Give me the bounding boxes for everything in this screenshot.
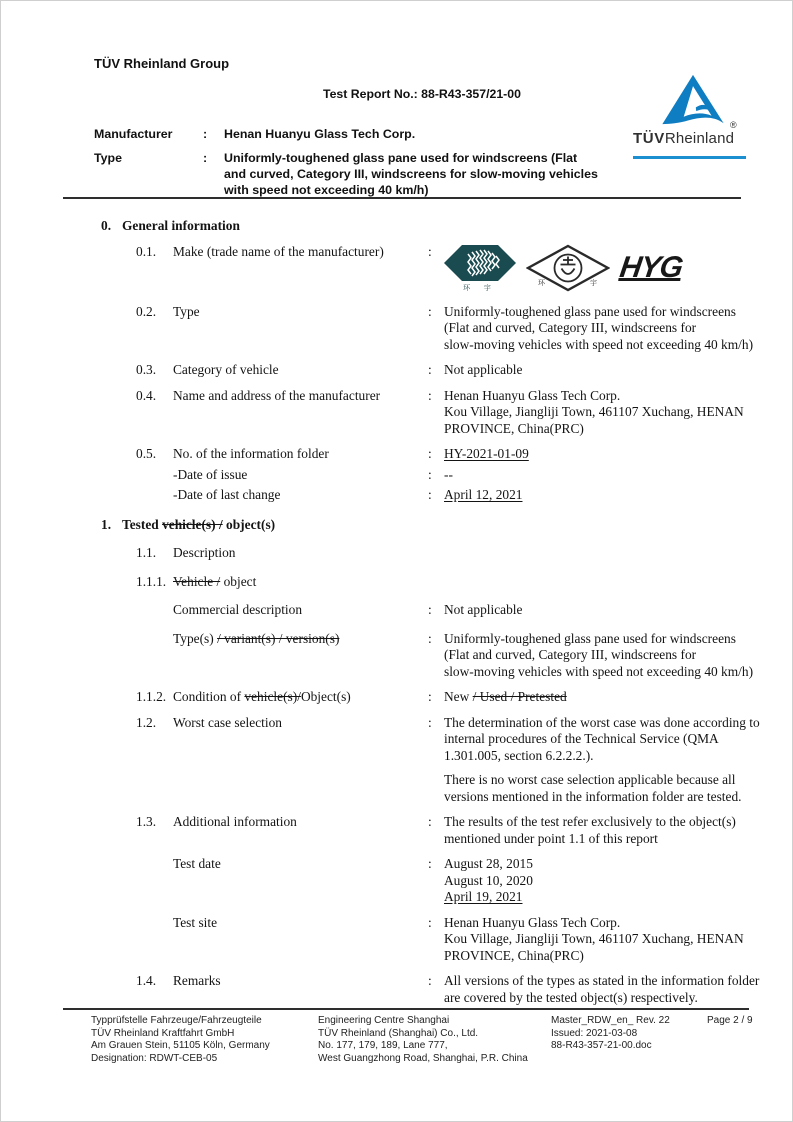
clause-number: 0.4. — [136, 387, 157, 403]
clause-label — [173, 487, 428, 504]
text-segment: vehicle(s)/ — [244, 689, 301, 704]
text-segment: Remarks — [173, 973, 221, 988]
logo-underline — [633, 156, 746, 159]
clause-row — [1, 545, 793, 562]
clause-row — [1, 602, 793, 619]
colon-separator: : — [428, 487, 432, 502]
clause-label — [173, 467, 428, 484]
colon-separator: : — [428, 466, 432, 482]
clause-number — [136, 915, 173, 965]
value-line — [444, 990, 760, 1007]
footer-col-page-number — [707, 1015, 753, 1028]
document-body — [1, 205, 793, 1006]
colon-separator: : — [428, 602, 432, 617]
clause-row — [1, 362, 793, 379]
clause-number: 1.1.2. — [136, 689, 167, 704]
clause-value — [444, 915, 760, 965]
clause-label — [173, 244, 428, 295]
text-segment: / Used / Pretested — [472, 689, 567, 704]
footer-line: TÜV Rheinland Kraftfahrt GmbH — [91, 1027, 235, 1039]
clause-value — [444, 856, 760, 906]
value-line — [444, 467, 760, 484]
value-line — [444, 404, 760, 421]
text-segment: Vehicle / — [173, 573, 221, 589]
value-line — [444, 304, 760, 321]
clause-number: 1.1.1. — [136, 573, 167, 589]
text-segment: New — [444, 689, 473, 704]
value-line — [444, 831, 760, 848]
clause-row — [1, 631, 793, 681]
footer-line: Designation: RDWT-CEB-05 — [91, 1052, 218, 1064]
footer-line: Engineering Centre Shanghai — [318, 1015, 450, 1026]
clause-label — [173, 915, 428, 965]
text-segment: Test site — [173, 914, 218, 930]
footer-line: Typprüfstelle Fahrzeuge/Fahrzeugteile — [91, 1015, 262, 1026]
clause-label — [173, 362, 428, 379]
clause-row — [1, 574, 793, 591]
text-segment: Not applicable — [444, 362, 523, 377]
clause-number: 1.3. — [136, 814, 157, 829]
clause-label — [173, 631, 428, 681]
footer-line: TÜV Rheinland (Shanghai) Co., Ltd. — [318, 1027, 479, 1039]
text-segment: Kou Village, Jiangliji Town, 461107 Xuchang, HENAN — [444, 931, 744, 946]
colon-separator: : — [428, 362, 432, 377]
text-segment: April 12, 2021 — [444, 487, 523, 502]
clause-value — [444, 602, 760, 619]
manufacturer-row — [94, 126, 644, 142]
footer-line: 88-R43-357-21-00.doc — [551, 1040, 652, 1051]
clause-number — [136, 631, 173, 681]
text-segment: General information — [122, 218, 240, 233]
clause-value — [444, 631, 760, 681]
text-segment: Tested — [122, 516, 163, 532]
section-heading-row — [1, 517, 793, 534]
clause-number: 1. — [101, 516, 112, 532]
text-segment: -- — [444, 466, 453, 482]
value-line — [444, 421, 760, 438]
footer-line: No. 177, 179, 189, Lane 777, — [318, 1040, 448, 1051]
value-line — [444, 602, 760, 619]
text-segment: Uniformly-toughened glass pane used for windscreens — [444, 303, 736, 319]
type-value-line: with speed not exceeding 40 km/h) — [224, 183, 429, 197]
clause-row — [1, 915, 793, 965]
clause-label — [173, 973, 428, 1006]
clause-row — [1, 304, 793, 354]
value-line — [444, 337, 760, 354]
text-segment: April 19, 2021 — [444, 889, 523, 904]
type-value — [224, 150, 644, 198]
clause-label — [173, 446, 428, 463]
footer-divider — [63, 1008, 749, 1010]
colon-separator: : — [428, 303, 432, 319]
clause-number: 0.3. — [136, 362, 157, 377]
test-report-number: Test Report No.: 88-R43-357/21-00 — [323, 87, 521, 101]
page-number: Page 2 / 9 — [707, 1015, 753, 1026]
registered-trademark-symbol: ® — [730, 120, 737, 130]
header-divider — [63, 197, 741, 199]
text-segment: (Flat and curved, Category III, windscreens for — [444, 647, 697, 662]
value-line — [444, 715, 760, 732]
value-line — [444, 731, 760, 748]
clause-row — [1, 244, 793, 295]
text-segment: Make (trade name of the manufacturer) — [173, 243, 384, 259]
colon-separator: : — [428, 714, 432, 730]
text-segment: slow-moving vehicles with speed not exceeding 40 km/h) — [444, 336, 754, 352]
clause-row — [1, 467, 793, 484]
text-segment: Henan Huanyu Glass Tech Corp. — [444, 387, 621, 403]
clause-value — [444, 244, 760, 295]
value-line — [444, 915, 760, 932]
text-segment: There is no worst case selection applicable because all — [444, 772, 736, 787]
text-segment: August 10, 2020 — [444, 872, 533, 888]
colon-separator: : — [428, 814, 432, 829]
clause-label — [173, 814, 428, 847]
value-line — [444, 931, 760, 948]
colon-separator: : — [428, 243, 432, 259]
text-segment: / variant(s) / version(s) — [217, 630, 340, 646]
text-segment: mentioned under point 1.1 of this report — [444, 830, 658, 846]
clause-value — [444, 467, 760, 484]
clause-number: 1.2. — [136, 714, 157, 730]
colon-separator: : — [428, 914, 432, 930]
manufacturer-label: Manufacturer — [94, 127, 173, 141]
value-line — [444, 948, 760, 965]
manufacturer-value: Henan Huanyu Glass Tech Corp. — [224, 127, 416, 141]
text-segment: -Date of last change — [173, 487, 281, 502]
text-segment: Additional information — [173, 814, 297, 829]
hyg-wordmark: HYG — [617, 250, 685, 284]
text-segment: Category of vehicle — [173, 362, 279, 377]
value-line — [444, 647, 760, 664]
footer-col-shanghai-office — [318, 1015, 528, 1065]
value-line — [444, 814, 760, 831]
colon-separator: : — [428, 856, 432, 871]
clause-number — [136, 467, 173, 484]
text-segment: August 28, 2015 — [444, 856, 533, 871]
text-segment: (Flat and curved, Category III, windscreens for — [444, 320, 697, 335]
letterhead-company-name: TÜV Rheinland Group — [94, 56, 230, 71]
colon-separator: : — [428, 387, 432, 403]
text-segment: Object(s) — [300, 689, 351, 704]
text-segment: Henan Huanyu Glass Tech Corp. — [444, 914, 621, 930]
colon-separator: : — [428, 446, 432, 461]
type-row — [94, 150, 644, 198]
value-line — [444, 689, 760, 706]
tuv-wordmark-regular: Rheinland — [664, 130, 735, 147]
text-segment: No. of the information folder — [173, 446, 329, 461]
clause-row — [1, 973, 793, 1006]
text-segment: Name and address of the manufacturer — [173, 387, 381, 403]
footer-col-document-info — [551, 1015, 670, 1053]
clause-label — [122, 517, 275, 534]
value-line — [444, 446, 760, 463]
section-heading-row — [1, 218, 793, 235]
hexagon-brush-icon — [444, 243, 516, 283]
text-segment: -Date of issue — [173, 466, 248, 482]
text-segment: Description — [173, 545, 236, 560]
text-segment: Uniformly-toughened glass pane used for windscreens — [444, 630, 736, 646]
value-line — [444, 772, 760, 789]
colon-separator: : — [203, 127, 208, 141]
clause-value — [444, 446, 760, 463]
clause-number: 0.2. — [136, 303, 157, 319]
clause-value — [444, 973, 760, 1006]
tuv-wordmark — [633, 129, 749, 149]
clause-label — [173, 689, 428, 706]
clause-row — [1, 446, 793, 463]
value-line — [444, 388, 760, 405]
clause-value — [444, 487, 760, 504]
footer-line: Issued: 2021-03-08 — [551, 1027, 638, 1039]
value-line — [444, 487, 760, 504]
text-segment: PROVINCE, China(PRC) — [444, 420, 584, 436]
tuv-wordmark-bold: TÜV — [633, 130, 665, 147]
clause-label — [173, 602, 428, 619]
tuv-rheinland-logo — [631, 71, 761, 163]
clause-number — [136, 856, 173, 906]
text-segment: 1.301.005, section 6.2.2.2.). — [444, 747, 594, 763]
text-segment: Worst case selection — [173, 714, 282, 730]
clause-label — [173, 304, 428, 354]
text-segment: Type — [173, 303, 200, 319]
diamond-logo-character-right: 宇 — [590, 278, 597, 287]
clause-number: 1.1. — [136, 545, 157, 560]
clause-label — [173, 856, 428, 906]
clause-row — [1, 856, 793, 906]
make-logo-hexagon — [444, 243, 516, 293]
clause-row — [1, 715, 793, 806]
value-line — [444, 889, 760, 906]
text-segment: PROVINCE, China(PRC) — [444, 947, 584, 963]
make-logos-group — [444, 241, 760, 295]
text-segment: Not applicable — [444, 602, 523, 617]
footer-col-cologne-office — [91, 1015, 270, 1065]
text-segment: internal procedures of the Technical Service (QMA — [444, 731, 719, 746]
text-segment: Type(s) — [173, 630, 218, 646]
clause-label — [173, 388, 428, 438]
colon-separator: : — [428, 630, 432, 646]
clause-value — [444, 715, 760, 806]
footer-line: West Guangzhong Road, Shanghai, P.R. China — [318, 1052, 528, 1064]
colon-separator: : — [428, 689, 432, 704]
colon-separator: : — [203, 151, 208, 165]
value-line — [444, 631, 760, 648]
clause-row — [1, 814, 793, 847]
make-logo-diamond-icon — [526, 244, 610, 292]
text-segment: object(s) — [222, 516, 276, 532]
clause-number: 1.4. — [136, 973, 157, 988]
clause-label — [122, 218, 240, 235]
clause-row — [1, 689, 793, 706]
text-segment: Condition of — [173, 689, 245, 704]
value-line — [444, 789, 760, 806]
clause-value — [444, 388, 760, 438]
value-line — [444, 320, 760, 337]
tuv-triangle-icon — [660, 74, 726, 126]
clause-row — [1, 487, 793, 504]
value-line — [444, 973, 760, 990]
text-segment: The results of the test refer exclusively to the object(s) — [444, 814, 736, 829]
clause-value — [444, 304, 760, 354]
type-value-line: Uniformly-toughened glass pane used for windscreens (Flat — [224, 151, 578, 165]
hexagon-logo-characters: 环 宇 — [463, 283, 497, 292]
text-segment: versions mentioned in the information folder are tested. — [444, 788, 742, 804]
value-line — [444, 856, 760, 873]
clause-number — [136, 487, 173, 504]
type-value-line: and curved, Category III, windscreens for slow-moving vehicles — [224, 167, 598, 181]
clause-value — [444, 362, 760, 379]
text-segment: Test date — [173, 856, 221, 871]
type-label: Type — [94, 151, 122, 165]
text-segment: The determination of the worst case was done according to — [444, 714, 760, 730]
text-segment: All versions of the types as stated in the information folder — [444, 973, 760, 988]
clause-label — [173, 574, 428, 591]
clause-number: 0.5. — [136, 446, 157, 461]
clause-label — [173, 545, 428, 562]
clause-number — [136, 602, 173, 619]
clause-label — [173, 715, 428, 806]
clause-value — [444, 689, 760, 706]
diamond-logo-character-left: 环 — [538, 278, 545, 287]
value-line — [444, 362, 760, 379]
clause-number: 0.1. — [136, 243, 157, 259]
value-line — [444, 748, 760, 765]
value-line — [444, 873, 760, 890]
text-segment: vehicle(s) / — [162, 516, 223, 532]
text-segment: are covered by the tested object(s) respectively. — [444, 989, 698, 1005]
footer-line: Master_RDW_en_ Rev. 22 — [551, 1015, 670, 1026]
colon-separator: : — [428, 973, 432, 988]
clause-number: 0. — [101, 218, 112, 233]
text-segment: slow-moving vehicles with speed not exceeding 40 km/h) — [444, 663, 754, 679]
clause-value — [444, 814, 760, 847]
text-segment: Kou Village, Jiangliji Town, 461107 Xuchang, HENAN — [444, 404, 744, 419]
text-segment: HY-2021-01-09 — [444, 446, 529, 461]
text-segment: object — [220, 573, 257, 589]
clause-row — [1, 388, 793, 438]
footer-line: Am Grauen Stein, 51105 Köln, Germany — [91, 1040, 270, 1051]
value-line — [444, 664, 760, 681]
text-segment: Commercial description — [173, 602, 303, 617]
